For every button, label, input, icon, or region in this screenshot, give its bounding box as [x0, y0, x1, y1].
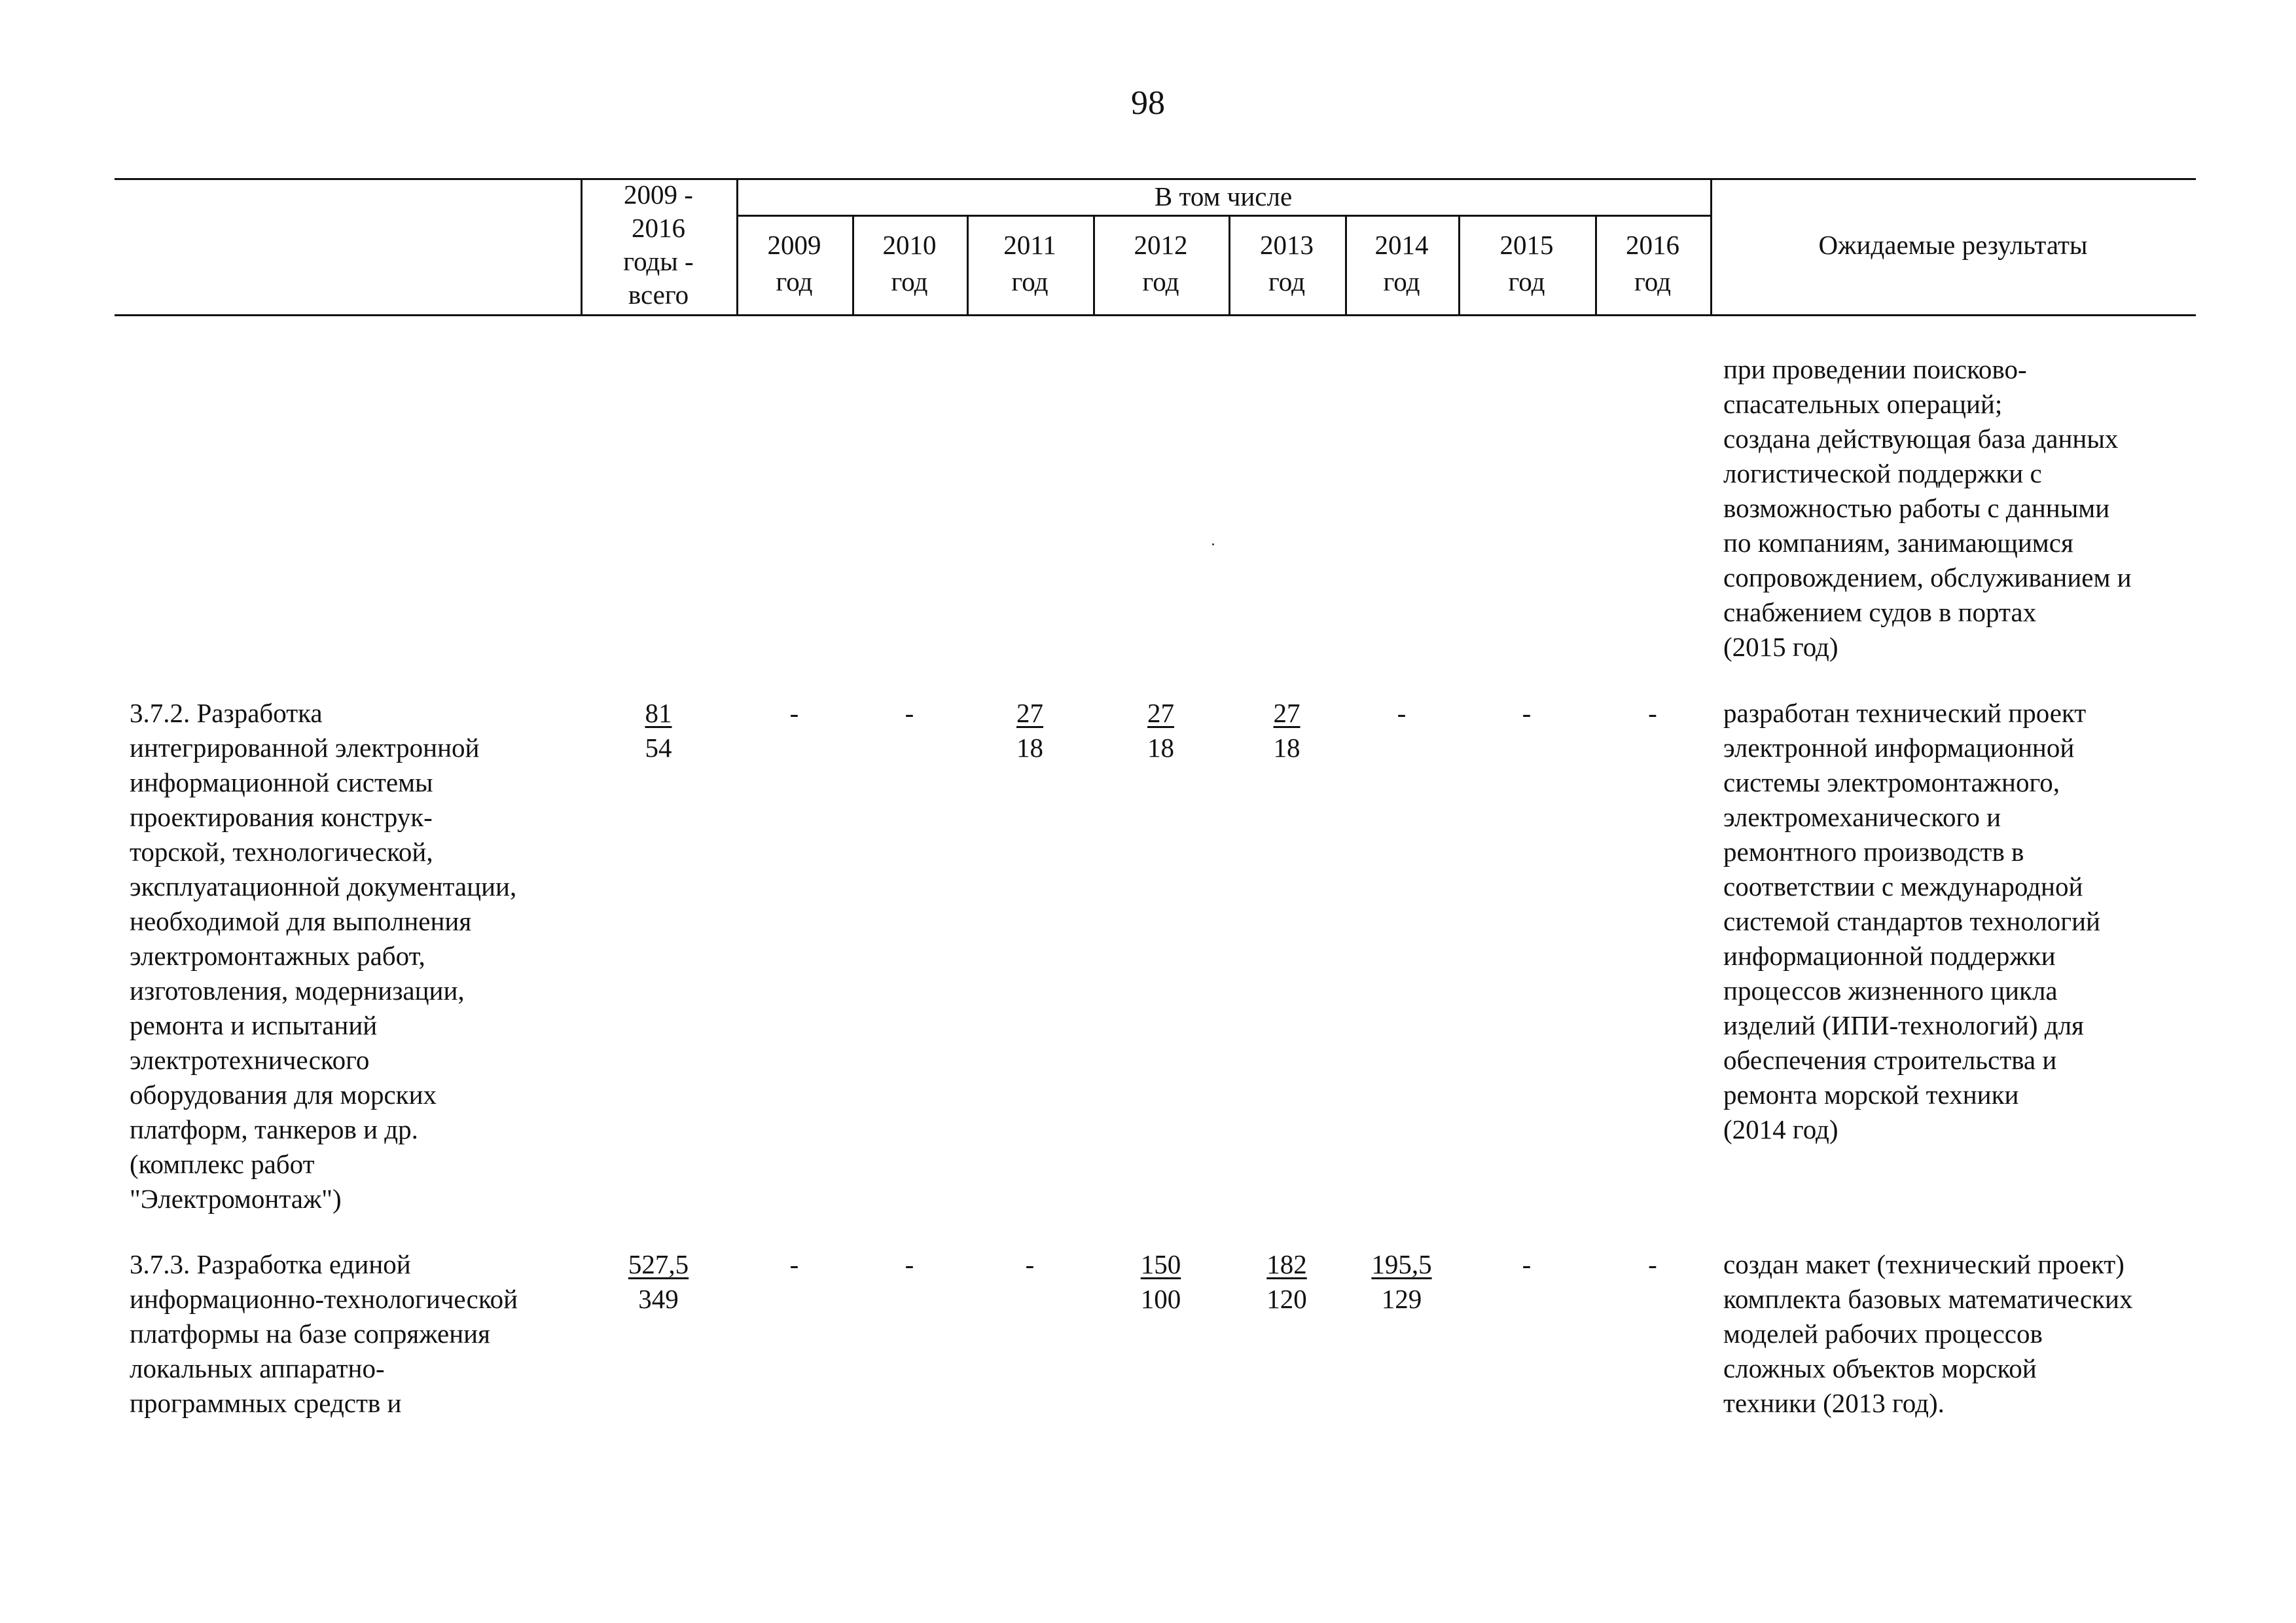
value-budget: 18 — [1273, 733, 1300, 763]
value-budget: 18 — [1147, 733, 1174, 763]
row-2016-3-7-3: - — [1648, 1249, 1657, 1279]
value-planned: 27 — [1147, 698, 1174, 728]
header-year-2011: 2011 год — [1003, 230, 1056, 297]
header-total — [581, 178, 736, 312]
value-planned: 81 — [645, 698, 672, 728]
row-2014-3-7-3 — [1345, 1247, 1458, 1317]
value-planned: 150 — [1140, 1249, 1181, 1279]
table-header-bottom-rule — [115, 314, 2196, 316]
row-2011-3-7-3: - — [1025, 1249, 1035, 1279]
row-2012-3-7-3 — [1093, 1247, 1229, 1317]
value-budget: 349 — [638, 1284, 679, 1314]
header-total-line: годы - — [623, 246, 694, 276]
row-total-3-7-2 — [581, 696, 736, 765]
row-results-3-7-2: разработан технический проект электронной информационной системы электромонтажного, электромеханического и ремонтного производств в соответствии с международной системой стандартов технологий информационной поддержки процессов жизненного цикла изделий (ИПИ-технологий) для обеспечения строительства и ремонта морской техники (2014 год) — [1723, 698, 2100, 1144]
row-2016-3-7-2: - — [1648, 698, 1657, 728]
value-planned: 195,5 — [1371, 1249, 1432, 1279]
row-2009-3-7-3: - — [789, 1249, 799, 1279]
value-planned: 27 — [1016, 698, 1043, 728]
header-year-2016: 2016 год — [1626, 230, 1679, 297]
row-name-3-7-3: 3.7.3. Разработка единой информационно-технологической платформы на базе сопряжения локальных аппаратно- программных средств и — [130, 1249, 518, 1418]
header-year-2010: 2010 год — [882, 230, 937, 297]
value-budget: 120 — [1266, 1284, 1307, 1314]
header-year-2015: 2015 год — [1499, 230, 1554, 297]
row-2010-3-7-2: - — [905, 698, 914, 728]
page-number: 98 — [1131, 84, 1165, 122]
header-results: Ожидаемые результаты — [1818, 230, 2088, 260]
header-year-2009: 2009 год — [767, 230, 821, 297]
row-2013-3-7-3 — [1229, 1247, 1345, 1317]
value-planned: 27 — [1273, 698, 1300, 728]
row-2015-3-7-2: - — [1522, 698, 1532, 728]
value-planned: 527,5 — [628, 1249, 689, 1279]
row-total-3-7-3 — [581, 1247, 736, 1317]
header-year-2012: 2012 год — [1134, 230, 1188, 297]
row-2011-3-7-2 — [967, 696, 1093, 765]
scan-speck — [1212, 543, 1214, 545]
header-total-line: всего — [628, 280, 689, 310]
value-planned: 182 — [1266, 1249, 1307, 1279]
row-results-3-7-3: создан макет (технический проект) комплекта базовых математических моделей рабочих процессов сложных объектов морской техники (2013 год). — [1723, 1249, 2133, 1418]
value-budget: 18 — [1016, 733, 1043, 763]
header-year-2014: 2014 год — [1374, 230, 1429, 297]
header-total-line: 2016 — [632, 213, 685, 243]
value-budget: 100 — [1140, 1284, 1181, 1314]
row-name-3-7-2: 3.7.2. Разработка интегрированной электронной информационной системы проектирования конструк- торской, технологической, эксплуатационной документации, необходимой для выполнения электромонтажных работ, изготовления, модернизации, ремонта и испытаний электротехнического оборудования для морских платформ, танкеров и др. (комплекс работ "Электромонтаж") — [130, 698, 517, 1214]
row-2012-3-7-2 — [1093, 696, 1229, 765]
continuation-results: при проведении поисково- спасательных операций; создана действующая база данных логистической поддержки с возможностью работы с данными по компаниям, занимающимся сопровождением, обслуживанием и снабжением судов в портах (2015 год) — [1723, 354, 2132, 662]
header-year-2013: 2013 год — [1260, 230, 1314, 297]
row-2014-3-7-2: - — [1397, 698, 1407, 728]
row-2015-3-7-3: - — [1522, 1249, 1532, 1279]
row-2009-3-7-2: - — [789, 698, 799, 728]
group-header-rule — [736, 215, 1710, 217]
value-budget: 54 — [645, 733, 672, 763]
header-group-label: В том числе — [1154, 181, 1293, 211]
row-2010-3-7-3: - — [905, 1249, 914, 1279]
row-2013-3-7-2 — [1229, 696, 1345, 765]
header-total-line: 2009 - — [624, 179, 693, 210]
value-budget: 129 — [1381, 1284, 1422, 1314]
